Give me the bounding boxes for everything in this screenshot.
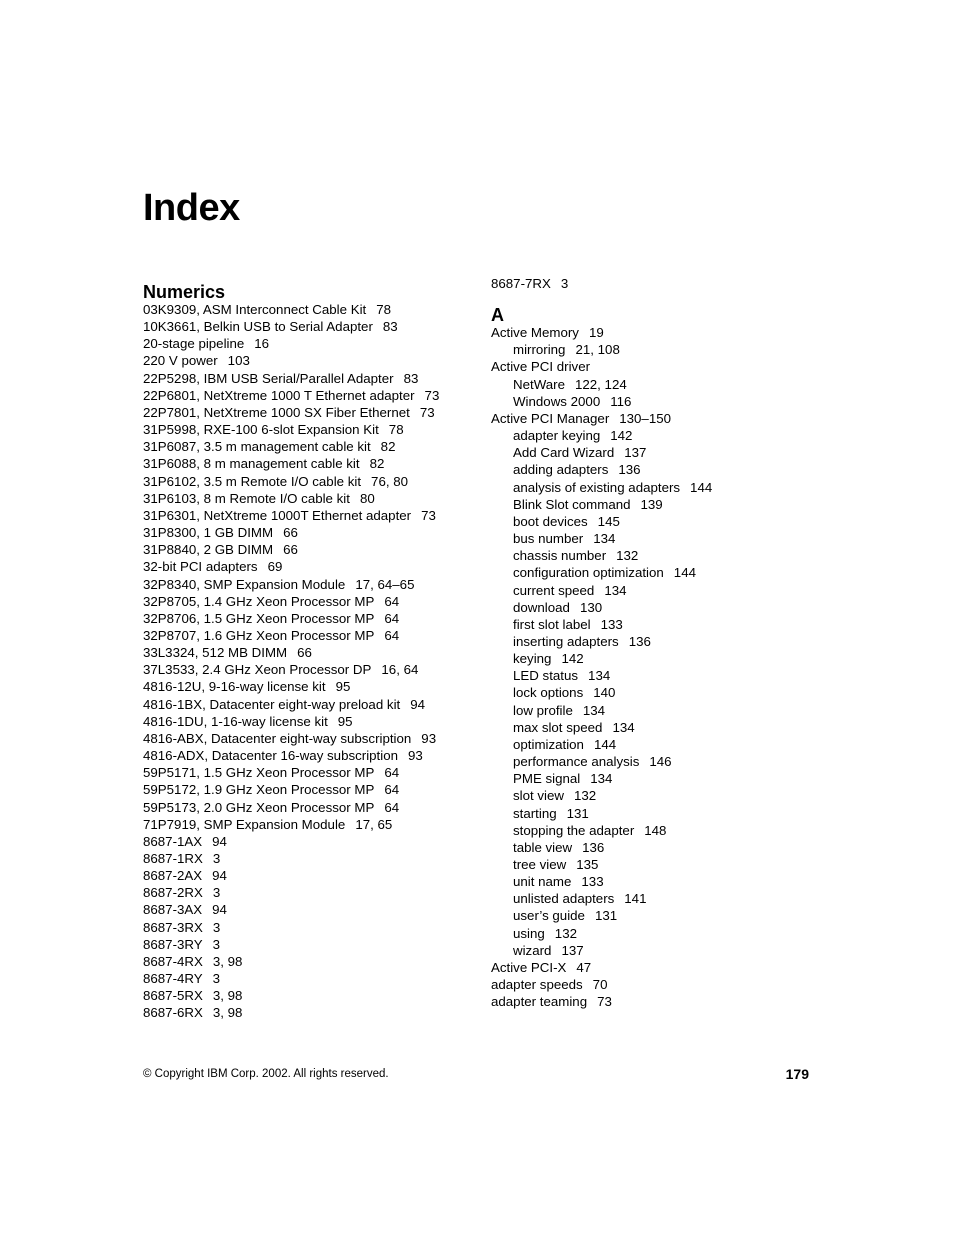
index-subentry <box>491 582 831 599</box>
index-subentry <box>491 856 831 873</box>
index-page-ref: 132 <box>554 925 577 941</box>
index-term: lock options <box>513 685 584 701</box>
index-term: Active Memory <box>491 325 579 341</box>
index-term: adapter teaming <box>491 994 588 1010</box>
index-term: 8687-2RX <box>143 885 203 901</box>
index-entry <box>143 781 483 798</box>
index-term: 31P8840, 2 GB DIMM <box>143 542 274 558</box>
index-page-ref: 78 <box>388 422 404 438</box>
index-term: Active PCI Manager <box>491 410 610 426</box>
index-term: PME signal <box>513 771 581 787</box>
index-term: unit name <box>513 874 572 890</box>
index-page-ref: 17, 65 <box>355 816 393 832</box>
index-entry <box>143 610 483 627</box>
index-page-ref: 94 <box>212 833 227 849</box>
index-term: 32-bit PCI adapters <box>143 559 258 575</box>
index-entry <box>143 953 483 970</box>
index-term: 37L3533, 2.4 GHz Xeon Processor DP <box>143 662 372 678</box>
copyright-notice: © Copyright IBM Corp. 2002. All rights reserved. <box>143 1068 389 1080</box>
index-entry <box>143 816 483 833</box>
index-page-ref: 3 <box>212 936 221 952</box>
index-entry <box>143 867 483 884</box>
index-term: 8687-4RY <box>143 971 203 987</box>
index-page-ref: 64 <box>384 765 400 781</box>
index-entry <box>143 352 483 369</box>
index-page-ref: 130 <box>579 599 603 615</box>
index-page-ref: 139 <box>640 496 663 512</box>
index-entry <box>143 884 483 901</box>
index-term: 22P7801, NetXtreme 1000 SX Fiber Ethernet <box>143 404 410 420</box>
index-entry <box>143 335 483 352</box>
index-page-ref: 132 <box>616 548 639 564</box>
a-entry-list <box>491 324 831 1010</box>
index-term: stopping the adapter <box>513 822 635 838</box>
index-page-ref: 134 <box>593 531 616 547</box>
index-term: boot devices <box>513 513 588 529</box>
index-term: low profile <box>513 702 573 718</box>
index-term: chassis number <box>513 548 607 564</box>
index-term: user’s guide <box>513 908 585 924</box>
index-page-ref: 148 <box>644 822 667 838</box>
index-page-ref: 137 <box>624 445 647 461</box>
index-term: 8687-3AX <box>143 902 203 918</box>
index-entry <box>143 644 483 661</box>
index-subentry <box>491 873 831 890</box>
index-page-ref: 66 <box>297 645 312 661</box>
index-term: Windows 2000 <box>513 393 601 409</box>
index-term: 4816-ADX, Datacenter 16-way subscription <box>143 748 398 764</box>
index-page-ref: 3, 98 <box>212 1005 243 1021</box>
index-term: optimization <box>513 736 584 752</box>
index-page-ref: 136 <box>618 462 641 478</box>
index-subentry <box>491 513 831 530</box>
index-entry <box>143 318 483 335</box>
index-term: 32P8340, SMP Expansion Module <box>143 576 346 592</box>
index-entry <box>491 976 831 993</box>
index-subentry <box>491 496 831 513</box>
index-page-ref: 83 <box>403 370 419 386</box>
index-term: Blink Slot command <box>513 496 631 512</box>
index-term: current speed <box>513 582 595 598</box>
index-entry <box>143 678 483 695</box>
index-entry <box>143 747 483 764</box>
index-page-ref: 70 <box>592 977 608 993</box>
index-page-ref: 144 <box>673 565 696 581</box>
index-subentry <box>491 376 831 393</box>
numerics-continued-list <box>491 275 831 292</box>
index-term: 33L3324, 512 MB DIMM <box>143 645 288 661</box>
index-page-ref: 19 <box>588 325 604 341</box>
numerics-entry-list <box>143 301 483 1022</box>
index-page-ref: 93 <box>408 748 423 764</box>
index-page-ref: 131 <box>566 805 589 821</box>
index-page-ref: 142 <box>610 428 633 444</box>
index-page-ref: 3, 98 <box>212 988 243 1004</box>
index-page-ref: 133 <box>581 874 604 890</box>
index-subentry <box>491 787 831 804</box>
index-subentry <box>491 650 831 667</box>
index-entry <box>143 901 483 918</box>
page-title: Index <box>143 187 240 229</box>
index-page-ref: 73 <box>419 404 435 420</box>
index-subentry <box>491 684 831 701</box>
index-subentry <box>491 770 831 787</box>
index-entry <box>143 558 483 575</box>
index-term: analysis of existing adapters <box>513 479 681 495</box>
index-page-ref: 134 <box>604 582 627 598</box>
section-heading-a: A <box>491 305 504 326</box>
index-term: 32P8707, 1.6 GHz Xeon Processor MP <box>143 627 375 643</box>
index-page-ref: 140 <box>593 685 616 701</box>
index-term: adding adapters <box>513 462 609 478</box>
index-term: 8687-5RX <box>143 988 203 1004</box>
index-subentry <box>491 667 831 684</box>
index-term: performance analysis <box>513 754 640 770</box>
index-page-ref: 131 <box>594 908 618 924</box>
index-entry <box>143 541 483 558</box>
index-term: 31P5998, RXE-100 6-slot Expansion Kit <box>143 422 379 438</box>
index-page-ref: 144 <box>593 736 617 752</box>
index-term: starting <box>513 805 557 821</box>
index-page-ref: 146 <box>649 754 672 770</box>
index-page-ref: 144 <box>690 479 713 495</box>
page-number: 179 <box>785 1066 809 1082</box>
index-page-ref: 69 <box>267 559 283 575</box>
index-term: 22P5298, IBM USB Serial/Parallel Adapter <box>143 370 394 386</box>
index-subentry <box>491 393 831 410</box>
index-entry <box>143 833 483 850</box>
index-term: mirroring <box>513 342 566 358</box>
index-entry <box>491 410 831 427</box>
index-page-ref: 83 <box>382 319 398 335</box>
index-entry <box>143 387 483 404</box>
index-page-ref: 21, 108 <box>575 342 620 358</box>
index-page-ref: 3 <box>212 851 221 866</box>
index-term: inserting adapters <box>513 633 619 649</box>
index-subentry <box>491 530 831 547</box>
index-term: max slot speed <box>513 719 603 735</box>
index-term: table view <box>513 839 573 855</box>
index-term: Active PCI-X <box>491 959 567 975</box>
index-subentry <box>491 616 831 633</box>
index-entry <box>143 764 483 781</box>
index-term: 4816-1DU, 1-16-way license kit <box>143 713 328 729</box>
index-term: bus number <box>513 531 584 547</box>
index-term: slot view <box>513 788 564 804</box>
index-term: keying <box>513 651 552 667</box>
index-subentry <box>491 822 831 839</box>
index-page-ref: 122, 124 <box>574 376 627 392</box>
index-subentry <box>491 719 831 736</box>
index-entry <box>143 919 483 936</box>
index-term: 8687-3RY <box>143 936 203 952</box>
index-term: 10K3661, Belkin USB to Serial Adapter <box>143 319 373 335</box>
index-page-ref: 94 <box>212 902 227 918</box>
index-term: 4816-ABX, Datacenter eight-way subscription <box>143 730 412 746</box>
index-subentry <box>491 753 831 770</box>
index-page-ref: 47 <box>576 959 592 975</box>
index-page-ref: 134 <box>588 668 611 684</box>
index-entry <box>143 524 483 541</box>
index-page-ref: 16 <box>254 336 270 352</box>
index-page-ref: 95 <box>335 679 351 695</box>
index-term: wizard <box>513 942 552 958</box>
index-term: adapter keying <box>513 428 601 444</box>
index-entry <box>143 987 483 1004</box>
index-term: 20-stage pipeline <box>143 336 245 352</box>
index-page-ref: 73 <box>421 507 436 523</box>
index-term: first slot label <box>513 616 591 632</box>
index-subentry <box>491 461 831 478</box>
index-page-ref: 3 <box>212 919 221 935</box>
index-subentry <box>491 599 831 616</box>
index-entry <box>491 324 831 341</box>
index-page-ref: 3 <box>212 885 221 901</box>
index-page-ref: 135 <box>576 857 599 872</box>
index-page-ref: 3, 98 <box>212 953 243 969</box>
index-page-ref: 82 <box>380 439 396 455</box>
index-subentry <box>491 890 831 907</box>
index-term: 31P6087, 3.5 m management cable kit <box>143 439 371 455</box>
index-entry <box>143 799 483 816</box>
index-subentry <box>491 341 831 358</box>
index-entry <box>143 730 483 747</box>
index-entry <box>143 627 483 644</box>
index-term: 59P5172, 1.9 GHz Xeon Processor MP <box>143 782 375 798</box>
index-term: 8687-4RX <box>143 953 203 969</box>
index-term: 4816-12U, 9-16-way license kit <box>143 679 326 695</box>
index-page-ref: 134 <box>582 702 606 718</box>
index-entry <box>143 713 483 730</box>
index-subentry <box>491 427 831 444</box>
index-term: download <box>513 599 570 615</box>
index-entry <box>143 473 483 490</box>
index-term: 03K9309, ASM Interconnect Cable Kit <box>143 302 367 317</box>
index-page-ref: 94 <box>212 868 227 884</box>
index-subentry <box>491 564 831 581</box>
index-subentry <box>491 633 831 650</box>
index-entry <box>143 404 483 421</box>
index-term: 31P8300, 1 GB DIMM <box>143 525 274 541</box>
index-term: 71P7919, SMP Expansion Module <box>143 816 346 832</box>
index-subentry <box>491 805 831 822</box>
index-entry <box>143 936 483 953</box>
index-page-ref: 66 <box>283 542 298 558</box>
index-page-ref: 64 <box>384 610 400 626</box>
section-heading-numerics: Numerics <box>143 282 226 302</box>
index-entry <box>143 576 483 593</box>
index-term: 8687-1RX <box>143 851 203 866</box>
index-subentry <box>491 839 831 856</box>
index-page-ref: 130–150 <box>619 410 672 426</box>
index-term: Add Card Wizard <box>513 445 615 461</box>
index-term: 59P5171, 1.5 GHz Xeon Processor MP <box>143 765 375 781</box>
index-term: 59P5173, 2.0 GHz Xeon Processor MP <box>143 799 375 815</box>
index-term: 220 V power <box>143 353 218 369</box>
index-entry <box>143 661 483 678</box>
index-subentry <box>491 702 831 719</box>
index-term: 32P8705, 1.4 GHz Xeon Processor MP <box>143 593 375 609</box>
index-entry <box>143 370 483 387</box>
index-term: 8687-1AX <box>143 833 203 849</box>
index-term: 8687-2AX <box>143 868 203 884</box>
index-page-ref: 95 <box>337 713 353 729</box>
index-page-ref: 136 <box>628 633 651 649</box>
index-term: using <box>513 925 545 941</box>
index-term: 22P6801, NetXtreme 1000 T Ethernet adapter <box>143 387 415 403</box>
index-term: adapter speeds <box>491 977 583 993</box>
index-page-ref: 136 <box>582 839 605 855</box>
index-entry <box>143 507 483 524</box>
index-entry <box>491 275 831 292</box>
index-page-ref: 78 <box>376 302 392 317</box>
index-entry <box>143 696 483 713</box>
index-entry <box>491 993 831 1010</box>
index-page-ref: 142 <box>561 651 584 667</box>
index-entry <box>143 301 483 318</box>
index-page-ref: 93 <box>421 730 437 746</box>
index-subentry <box>491 907 831 924</box>
index-subentry <box>491 547 831 564</box>
index-term: unlisted adapters <box>513 891 615 907</box>
index-page-ref: 64 <box>384 799 400 815</box>
index-entry <box>143 970 483 987</box>
index-subentry <box>491 479 831 496</box>
index-page-ref: 145 <box>597 513 620 529</box>
index-entry <box>143 850 483 867</box>
index-page-ref: 103 <box>227 353 250 369</box>
index-page-ref: 64 <box>384 782 400 798</box>
index-page-ref: 137 <box>561 942 584 958</box>
index-entry <box>143 490 483 507</box>
index-page-ref: 134 <box>590 771 613 787</box>
index-page-ref: 76, 80 <box>371 473 409 489</box>
index-subentry <box>491 942 831 959</box>
index-page-ref: 16, 64 <box>381 662 419 678</box>
index-term: LED status <box>513 668 579 684</box>
index-entry <box>143 593 483 610</box>
index-page-ref: 133 <box>600 616 623 632</box>
index-page-ref: 134 <box>612 719 635 735</box>
index-subentry <box>491 736 831 753</box>
index-page-ref: 64 <box>384 627 400 643</box>
index-page-ref: 3 <box>560 276 569 291</box>
index-page-ref: 64 <box>384 593 400 609</box>
index-entry <box>491 358 831 375</box>
index-subentry <box>491 444 831 461</box>
index-entry <box>143 438 483 455</box>
index-term: 8687-7RX <box>491 276 551 291</box>
index-page-ref: 132 <box>574 788 597 804</box>
index-page-ref: 73 <box>424 387 440 403</box>
index-page-ref: 66 <box>283 525 298 541</box>
index-column-right <box>491 275 831 1010</box>
index-subentry <box>491 925 831 942</box>
index-term: 8687-3RX <box>143 919 203 935</box>
index-entry <box>143 1004 483 1021</box>
index-page-ref: 82 <box>369 456 385 472</box>
index-term: 31P6103, 8 m Remote I/O cable kit <box>143 490 350 506</box>
index-page-ref: 80 <box>359 490 375 506</box>
index-page-ref: 17, 64–65 <box>355 576 415 592</box>
index-term: 4816-1BX, Datacenter eight-way preload kit <box>143 696 401 712</box>
index-page-ref: 94 <box>410 696 426 712</box>
index-page-ref: 116 <box>610 393 632 409</box>
index-term: 32P8706, 1.5 GHz Xeon Processor MP <box>143 610 375 626</box>
index-page-ref: 141 <box>624 891 647 907</box>
index-column-left <box>143 283 483 1022</box>
index-entry <box>143 421 483 438</box>
index-term: configuration optimization <box>513 565 664 581</box>
index-term: 31P6088, 8 m management cable kit <box>143 456 360 472</box>
index-entry <box>143 455 483 472</box>
index-term: NetWare <box>513 376 565 392</box>
index-term: Active PCI driver <box>491 359 591 375</box>
index-term: 8687-6RX <box>143 1005 203 1021</box>
index-page-ref: 3 <box>212 971 221 987</box>
index-entry <box>491 959 831 976</box>
index-term: 31P6301, NetXtreme 1000T Ethernet adapter <box>143 507 412 523</box>
index-term: 31P6102, 3.5 m Remote I/O cable kit <box>143 473 362 489</box>
index-page-ref: 73 <box>597 994 612 1010</box>
index-term: tree view <box>513 857 567 872</box>
